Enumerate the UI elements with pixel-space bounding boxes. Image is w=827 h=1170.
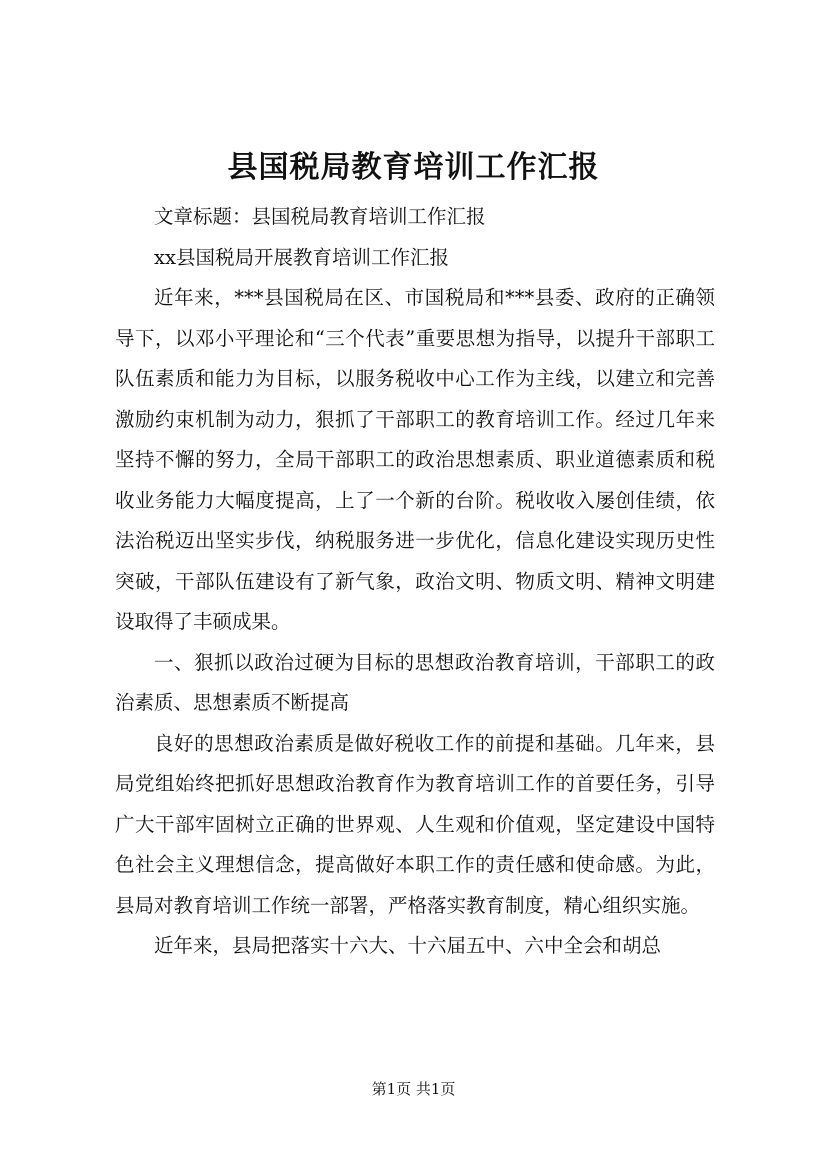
page-footer: 第1页 共1页 [371,1080,456,1098]
document-title: 县国税局教育培训工作汇报 [227,150,600,185]
paragraph-section-heading-1: 一、狠抓以政治过硬为目标的思想政治教育培训，干部职工的政治素质、思想素质不断提高 [115,650,715,714]
paragraph-article-title: 文章标题：县国税局教育培训工作汇报 [154,205,486,228]
paragraph-section-1-continued: 近年来，县局把落实十六大、十六届五中、六中全会和胡总 [154,934,662,957]
paragraph-subtitle: xx县国税局开展教育培训工作汇报 [154,245,449,269]
paragraph-intro: 近年来，***县国税局在区、市国税局和***县委、政府的正确领导下，以邓小平理论和“三个代表”重要思想为指导，以提升干部职工队伍素质和能力为目标，以服务税收中心工作为主线，以建立和完善激励约束机制为动力，狠抓了干部职工的教育培训工作。经过几年来坚持不懈的努力，全局干部职工的政治思想素质、职业道德素质和税收业务能力大幅度提高，上了一个新的台阶。税收收入屡创佳绩，依法治税迈出坚实步伐，纳税服务进一步优化，信息化建设实现历史性突破，干部队伍建设有了新气象，政治文明、物质文明、精神文明建设取得了丰硕成果。 [115,286,715,633]
document-body [115,197,715,967]
paragraph-section-1-body: 良好的思想政治素质是做好税收工作的前提和基础。几年来，县局党组始终把抓好思想政治教育作为教育培训工作的首要任务，引导广大干部牢固树立正确的世界观、人生观和价值观，坚定建设中国特色社会主义理想信念，提高做好本职工作的责任感和使命感。为此，县局对教育培训工作统一部署，严格落实教育制度，精心组织实施。 [115,731,715,917]
